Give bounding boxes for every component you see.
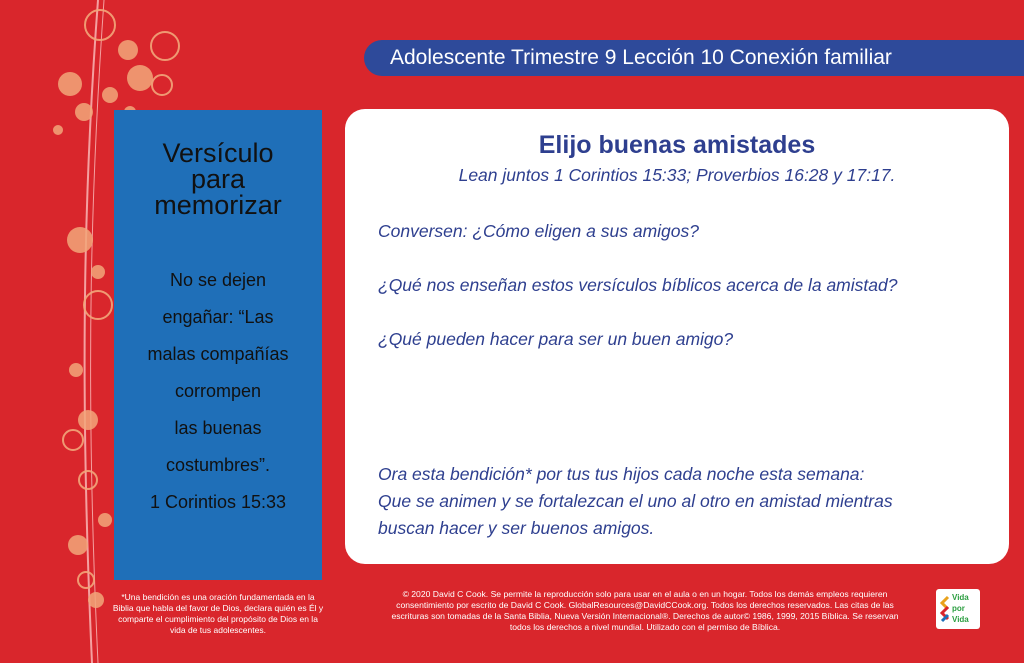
lesson-card (345, 109, 1009, 564)
vida-por-vida-logo (936, 589, 980, 629)
logo-text: Vida por Vida (952, 593, 969, 624)
header-title: Adolescente Trimestre 9 Lección 10 Conexión familiar (390, 46, 892, 69)
memory-verse-panel (114, 110, 322, 580)
question-2: ¿Qué nos enseñan estos versículos bíblicos acerca de la amistad? (378, 275, 898, 295)
question-3: ¿Qué pueden hacer para ser un buen amigo? (378, 329, 734, 349)
copyright-notice: © 2020 David C Cook. Se permite la reproducción solo para usar en el aula o en un hogar. Todos los demás empleos requieren consentimiento por escrito de David C Cook. GlobalResources@DavidCCook.org. Todos los derechos reservados. Las citas de las escrituras son tomadas de la Santa Biblia, Nueva Versión Internacional®. Derechos de autor© 1986, 1999, 2015 Bíblica. Se reservan todos los derechos a nivel mundial. Utilizado con el permiso de Bíblica. (391, 589, 899, 632)
memory-verse-reference: 1 Corintios 15:33 (149, 492, 287, 512)
question-1: Conversen: ¿Cómo eligen a sus amigos? (378, 221, 699, 241)
logo-mark-icon (939, 595, 951, 625)
memory-verse-text: No se dejen engañar: “Las malas compañías corrompen las buenas costumbres”. 1 Corintios 15:33 (114, 262, 322, 521)
header-banner (364, 40, 1024, 76)
lesson-reference: Lean juntos 1 Corintios 15:33; Proverbios 16:28 y 17:17. (458, 165, 896, 185)
lesson-title: Elijo buenas amistades (538, 131, 816, 159)
blessing-text: Ora esta bendición* por tus tus hijos cada noche esta semana: Que se animen y se fortalezcan el uno al otro en amistad mientras buscan hacer y ser buenos amigos. (378, 464, 893, 538)
blessing-footnote: *Una bendición es una oración fundamentada en la Biblia que habla del favor de Dios, declara quién es Él y comparte el cumplimiento del propósito de Dios en la vida de tus adolescentes. (112, 592, 324, 635)
memory-verse-heading: Versículo para memorizar (154, 138, 282, 220)
